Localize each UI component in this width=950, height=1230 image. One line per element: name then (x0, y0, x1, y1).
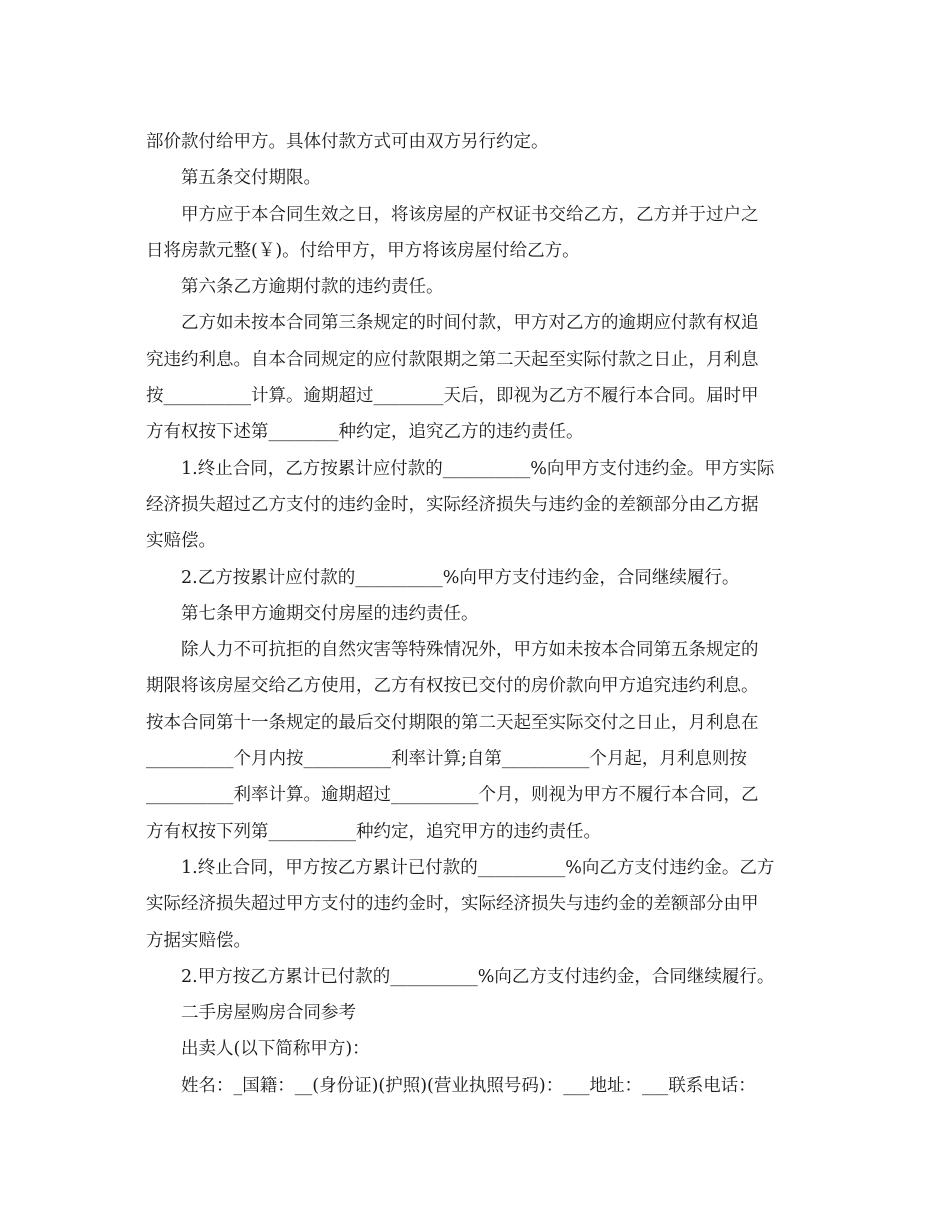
section-heading: 第七条甲方逾期交付房屋的违约责任。 (181, 603, 479, 624)
paragraph-line: 究违约利息。自本合同规定的应付款限期之第二天起至实际付款之日止，月利息 (146, 349, 759, 370)
document-subtitle: 二手房屋购房合同参考 (181, 1003, 356, 1024)
paragraph-line: 乙方如未按本合同第三条规定的时间付款，甲方对乙方的逾期应付款有权追 (181, 313, 759, 334)
paragraph-line: 方有权按下述第________种约定，追究乙方的违约责任。 (146, 422, 584, 443)
paragraph-line: 日将房款元整(￥)。付给甲方，甲方将该房屋付给乙方。 (146, 240, 580, 261)
party-details-line: 姓名：_国籍：__(身份证)(护照)(营业执照号码)：___地址：___联系电话： (181, 1075, 756, 1096)
list-item: 1.终止合同，乙方按累计应付款的__________%向甲方支付违约金。甲方实际 (181, 458, 775, 479)
paragraph-line: 实际经济损失超过甲方支付的违约金时，实际经济损失与违约金的差额部分由甲 (146, 894, 759, 915)
section-heading: 第六条乙方逾期付款的违约责任。 (181, 277, 444, 298)
list-item: 2.甲方按乙方累计已付款的__________%向乙方支付违约金，合同继续履行。 (181, 966, 775, 987)
list-item: 1.终止合同，甲方按乙方累计已付款的__________%向乙方支付违约金。乙方 (181, 857, 775, 878)
paragraph-line: 经济损失超过乙方支付的违约金时，实际经济损失与违约金的差额部分由乙方据 (146, 494, 759, 515)
paragraph-line: 除人力不可抗拒的自然灾害等特殊情况外，甲方如未按本合同第五条规定的 (181, 640, 759, 661)
party-label: 出卖人(以下简称甲方)： (181, 1039, 370, 1060)
paragraph-line: 期限将该房屋交给乙方使用，乙方有权按已交付的房价款向甲方追究违约利息。 (146, 676, 759, 697)
paragraph-line: 甲方应于本合同生效之日，将该房屋的产权证书交给乙方，乙方并于过户之 (181, 204, 759, 225)
paragraph-line: __________个月内按__________利率计算;自第__________个月起，月利息则按 (146, 749, 747, 770)
paragraph-line: 按本合同第十一条规定的最后交付期限的第二天起至实际交付之日止，月利息在 (146, 712, 759, 733)
document-body (146, 124, 806, 1104)
paragraph-line: 方有权按下列第__________种约定，追究甲方的违约责任。 (146, 821, 601, 842)
paragraph-line: 按__________计算。逾期超过________天后，即视为乙方不履行本合同。届时甲 (146, 386, 759, 407)
paragraph-line: 实赔偿。 (146, 531, 216, 552)
paragraph-line: 方据实赔偿。 (146, 930, 251, 951)
section-heading: 第五条交付期限。 (181, 168, 321, 189)
list-item: 2.乙方按累计应付款的__________%向甲方支付违约金，合同继续履行。 (181, 567, 740, 588)
paragraph-line: 部价款付给甲方。具体付款方式可由双方另行约定。 (146, 132, 549, 152)
paragraph-line: __________利率计算。逾期超过__________个月，则视为甲方不履行本合同，乙 (146, 785, 759, 806)
